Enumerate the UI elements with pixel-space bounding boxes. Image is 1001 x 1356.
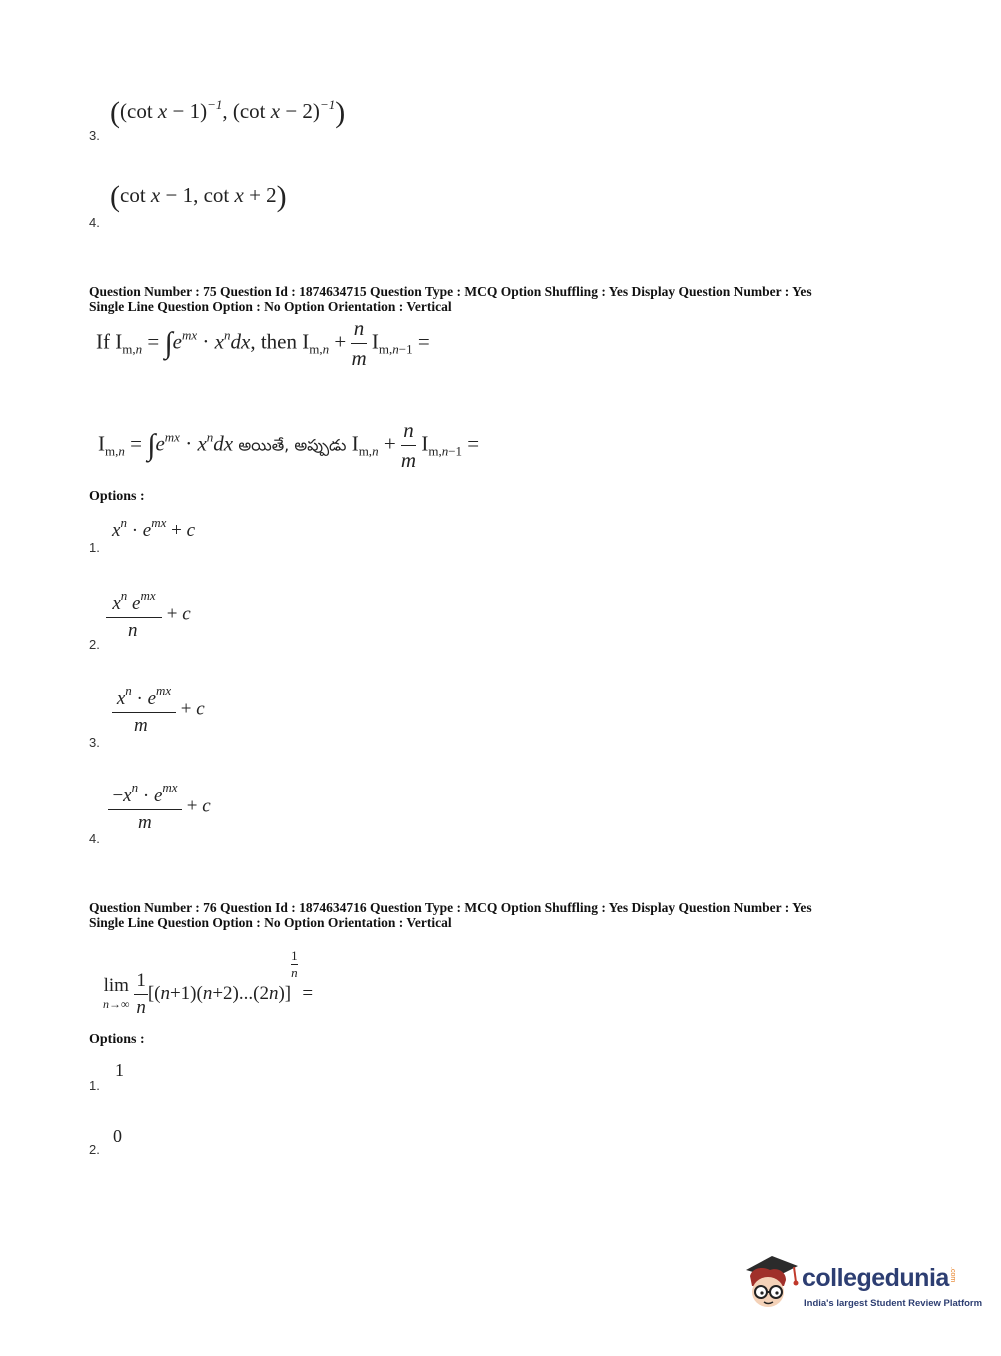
collegedunia-logo bbox=[740, 1250, 983, 1320]
q75-option-3-number: 3. bbox=[89, 735, 100, 750]
q75-meta bbox=[89, 284, 812, 314]
prev-option-3-math: ((cot x − 1)$^{-1}$, (cot x − 2)$^{-1}$) bbox=[110, 96, 346, 129]
q76-meta-line2: Single Line Question Option : No Option Orientation : Vertical bbox=[89, 915, 452, 930]
q75-options-label: Options : bbox=[89, 489, 145, 504]
q76-question-math: lim n→∞ $\frac{1}{n}$ [(n+1)(n+2)...(2n)] $\frac{1}{n}$ = bbox=[103, 948, 314, 1019]
q75-question-english: If $I_{m,n} = \int e^{mx} \cdot x^ndx$, then $I_{m,n}$ + $\frac{n}{m}$ $I_{m,n-1}$ = bbox=[96, 316, 430, 370]
q76-option-2-number: 2. bbox=[89, 1142, 100, 1157]
q76-option-1-number: 1. bbox=[89, 1078, 100, 1093]
q75-telugu-text: అయితే, అప్పుడు bbox=[238, 435, 347, 455]
q75-option-2-number: 2. bbox=[89, 637, 100, 652]
q76-meta-line1: Question Number : 76 Question Id : 1874634716 Question Type : MCQ Option Shuffling : Yes Display Question Number : Yes bbox=[89, 900, 812, 915]
q75-meta-line1: Question Number : 75 Question Id : 1874634715 Question Type : MCQ Option Shuffling : Yes Display Question Number : Yes bbox=[89, 284, 812, 299]
q76-options-label: Options : bbox=[89, 1032, 145, 1047]
logo-suffix: .com bbox=[948, 1266, 956, 1282]
student-mascot-icon bbox=[740, 1250, 802, 1312]
q75-option-2-math: $\frac{x^n e^{mx}}{n}$ + c bbox=[106, 588, 191, 642]
q75-option-4-number: 4. bbox=[89, 831, 100, 846]
q75-meta-line2: Single Line Question Option : No Option Orientation : Vertical bbox=[89, 299, 452, 314]
q76-meta bbox=[89, 900, 812, 930]
logo-name: collegedunia bbox=[802, 1264, 949, 1292]
q76-option-2-value: 0 bbox=[113, 1126, 122, 1146]
prev-option-3-number: 3. bbox=[89, 128, 100, 143]
q75-option-1-math: $x^n \cdot e^{mx} + c$ bbox=[112, 515, 196, 541]
q75-option-1-number: 1. bbox=[89, 540, 100, 555]
q75-option-3-math: $\frac{x^n \cdot e^{mx}}{m}$ + c bbox=[112, 683, 205, 737]
q75-option-4-math: $\frac{-x^n \cdot e^{mx}}{m}$ + c bbox=[108, 780, 211, 834]
prev-option-4-number: 4. bbox=[89, 215, 100, 230]
prev-option-4-math: (cot x − 1, cot x + 2) bbox=[110, 180, 287, 213]
q76-option-1-value: 1 bbox=[115, 1060, 124, 1080]
q75-question-telugu: $I_{m,n} = \int e^{mx} \cdot x^ndx$ అయితే, అప్పుడు $I_{m,n}$ + $\frac{n}{m}$ $I_{m,n-1}$ = bbox=[98, 418, 480, 472]
logo-tagline: India's largest Student Review Platform bbox=[804, 1298, 983, 1309]
